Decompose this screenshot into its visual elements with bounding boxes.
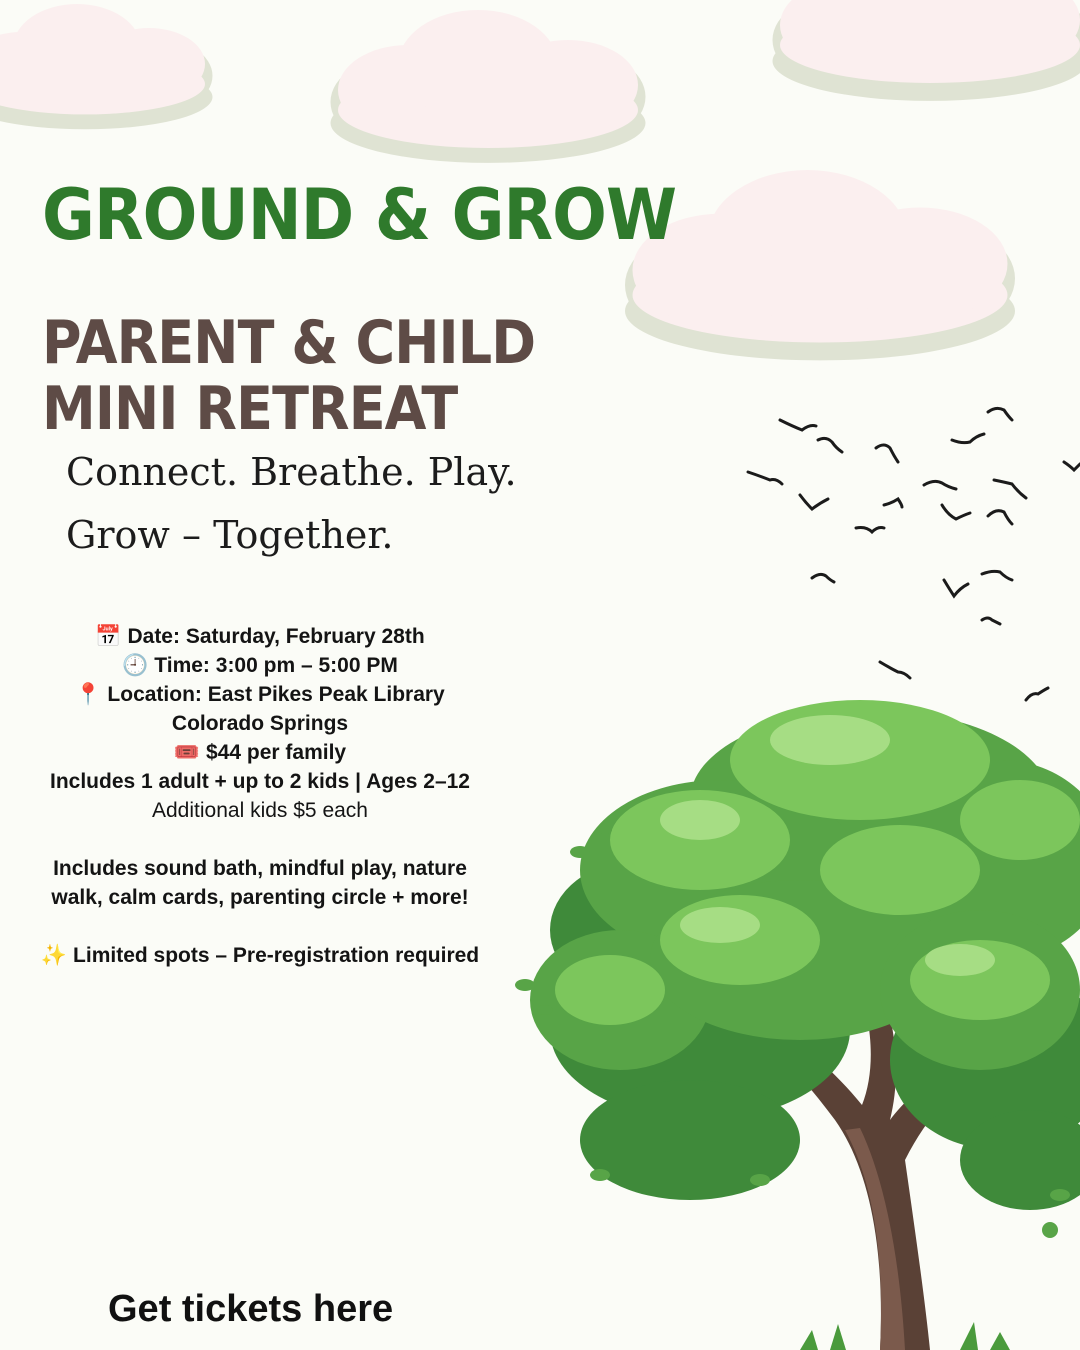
activities-line-2: walk, calm cards, parenting circle + more! [51, 886, 469, 909]
tree-illustration [515, 700, 1080, 1350]
date-text: Date: Saturday, February 28th [127, 625, 425, 648]
calendar-icon: 📅 [95, 625, 122, 648]
includes-people-text: Includes 1 adult + up to 2 kids | Ages 2–12 [50, 770, 470, 793]
ticket-icon: 🎟️ [173, 741, 201, 764]
tagline-line-2: Grow – Together. [66, 513, 394, 557]
price-line [20, 738, 500, 767]
time-text: Time: 3:00 pm – 5:00 PM [154, 654, 398, 677]
limited-text: Limited spots – Pre-registration required [73, 944, 480, 967]
limited-line [20, 941, 500, 970]
cloud-top-left [0, 4, 212, 129]
sparkles-icon: ✨ [40, 944, 68, 967]
date-line [20, 622, 500, 651]
city-text: Colorado Springs [171, 712, 349, 735]
birds-flock [748, 408, 1080, 700]
activities-line-1: Includes sound bath, mindful play, nature [53, 857, 467, 880]
event-subtitle [42, 310, 535, 442]
cloud-top-right [773, 0, 1080, 101]
cloud-right [625, 170, 1015, 360]
location-text: Location: East Pikes Peak Library [107, 683, 445, 706]
cloud-top-center [331, 10, 646, 163]
clock-icon: 🕘 [122, 654, 149, 677]
price-text: $44 per family [206, 741, 347, 764]
time-line [20, 651, 500, 680]
subtitle-line-2: MINI RETREAT [42, 374, 458, 444]
get-tickets-link[interactable]: Get tickets here [108, 1288, 394, 1330]
location-line [20, 680, 500, 709]
event-title: GROUND & GROW [42, 174, 677, 256]
tagline-line-1: Connect. Breathe. Play. [66, 450, 517, 494]
subtitle-line-1: PARENT & CHILD [42, 308, 536, 378]
event-details [20, 622, 500, 970]
additional-kids-text: Additional kids $5 each [152, 799, 368, 822]
pin-icon: 📍 [75, 683, 102, 706]
